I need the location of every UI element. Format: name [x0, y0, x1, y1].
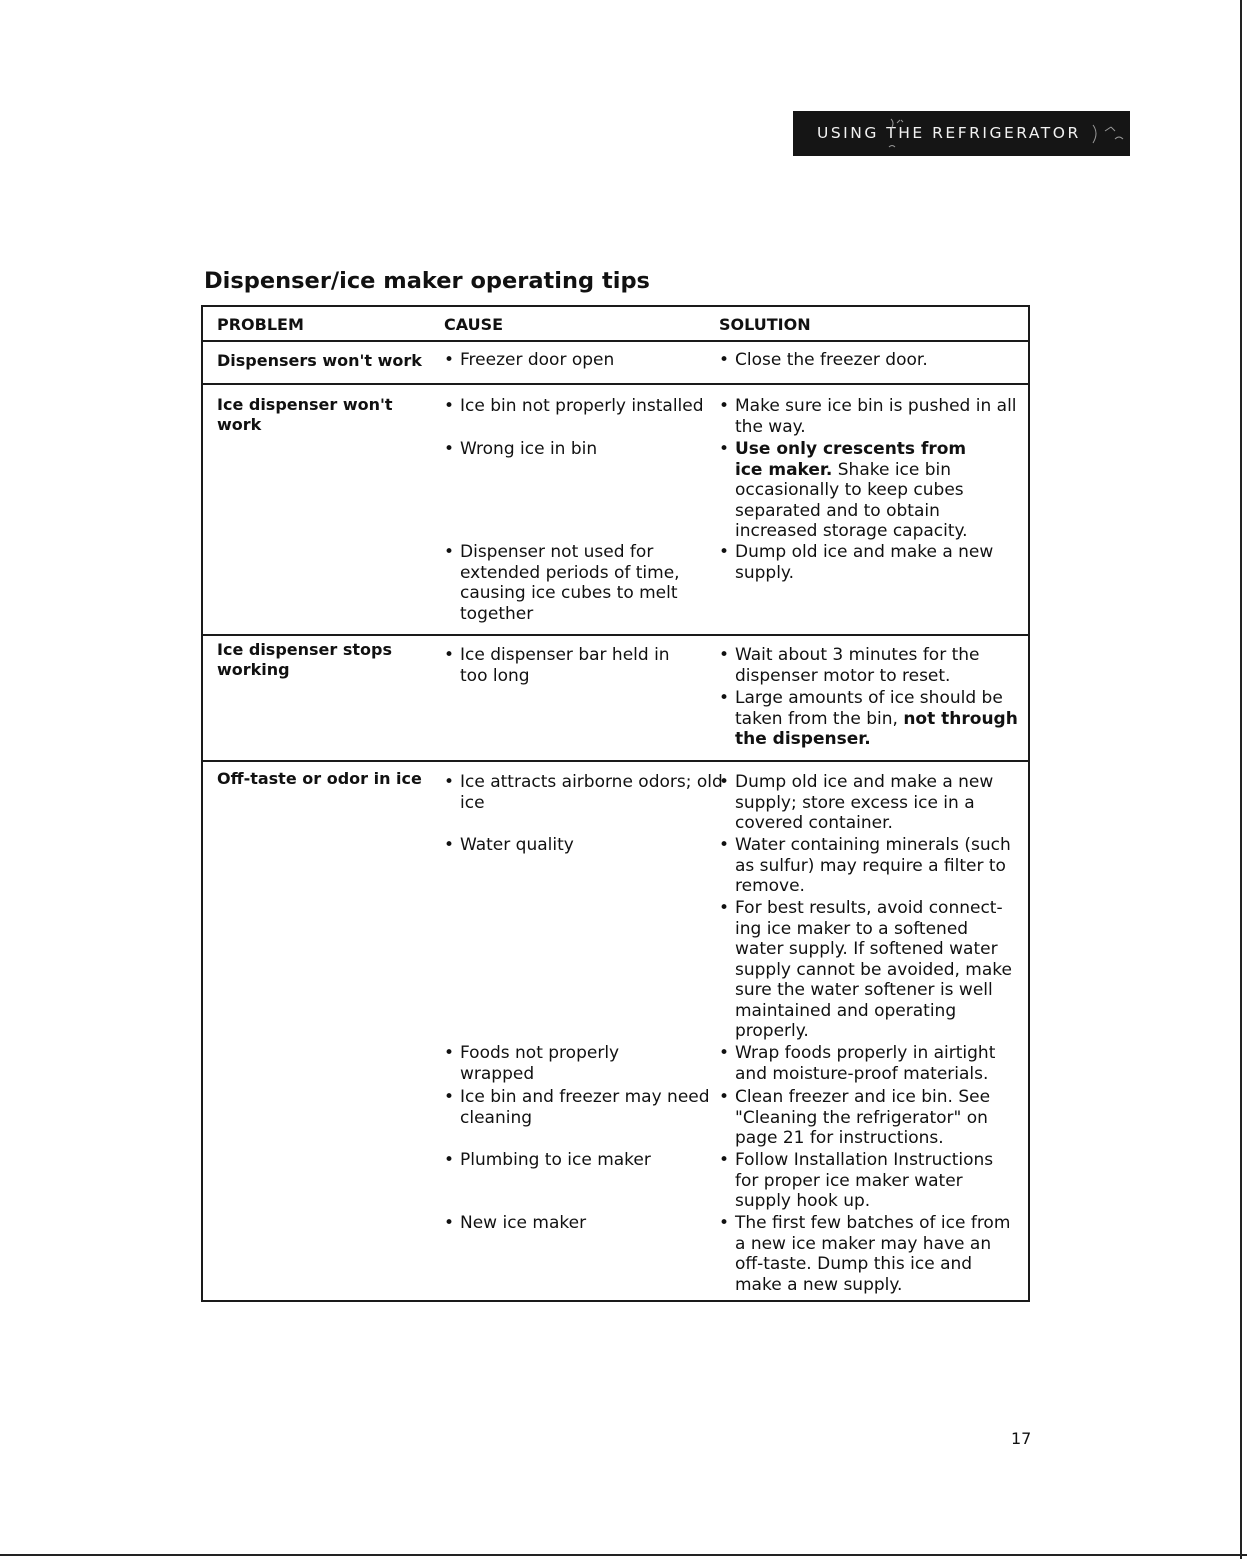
cause-item: • Foods not properly wrapped [444, 1043, 664, 1084]
solution-item: • For best results, avoid connect- ing ice maker to a softened water supply. If softened water supply cannot be avoided, make sure the water softener is well maintained and operating properly. [719, 898, 1019, 1042]
problem-cell: Ice dispenser won't work [217, 395, 393, 434]
column-header-problem: PROBLEM [217, 315, 304, 334]
cause-item: • Wrong ice in bin [444, 439, 724, 460]
solution-item: • Use only crescents from ice maker. Shake ice bin occasionally to keep cubes separated and to obtain increased storage capacity. [719, 439, 989, 542]
cause-item: • Dispenser not used for extended periods of time, causing ice cubes to melt together [444, 542, 694, 624]
solution-item: • Water containing minerals (such as sulfur) may require a filter to remove. [719, 835, 1019, 897]
cause-item: • Ice dispenser bar held in too long [444, 645, 699, 686]
row-divider [203, 634, 1028, 636]
row-divider [203, 340, 1028, 342]
column-header-solution: SOLUTION [719, 315, 811, 334]
cause-item: • Ice attracts airborne odors; old ice [444, 772, 724, 813]
solution-item: • Dump old ice and make a new supply; store excess ice in a covered container. [719, 772, 1019, 834]
page-edge-line [1240, 0, 1242, 1559]
cause-item: • Ice bin not properly installed [444, 396, 724, 417]
solution-item: • Wait about 3 minutes for the dispenser motor to reset. [719, 645, 1019, 686]
page-title: Dispenser/ice maker operating tips [204, 268, 650, 294]
page-number: 17 [1011, 1429, 1032, 1448]
cause-item: • Plumbing to ice maker [444, 1150, 724, 1171]
column-header-cause: CAUSE [444, 315, 504, 334]
solution-item: • Follow Installation Instructions for proper ice maker water supply hook up. [719, 1150, 1019, 1212]
solution-item: • Close the freezer door. [719, 350, 1019, 371]
solution-item: • Dump old ice and make a new supply. [719, 542, 1019, 583]
banner-label: USING THE REFRIGERATOR [817, 124, 1081, 142]
solution-item: • Clean freezer and ice bin. See "Cleaning the refrigerator" on page 21 for instructions. [719, 1087, 1019, 1149]
solution-item: • The first few batches of ice from a new ice maker may have an off-taste. Dump this ice and make a new supply. [719, 1213, 1019, 1295]
troubleshooting-table [201, 305, 1030, 1302]
problem-cell: Dispensers won't work [217, 351, 422, 370]
cause-item: • Ice bin and freezer may need cleaning [444, 1087, 724, 1128]
cause-item: • Freezer door open [444, 350, 724, 371]
problem-cell: Off-taste or odor in ice [217, 769, 422, 788]
section-banner [793, 111, 1130, 156]
row-divider [203, 760, 1028, 762]
solution-item: • Large amounts of ice should be taken from the bin, not through the dispenser. [719, 688, 1019, 750]
page-edge-line [0, 1554, 1247, 1556]
cause-item: • New ice maker [444, 1213, 724, 1234]
problem-cell: Ice dispenser stops working [217, 640, 392, 679]
solution-item: • Wrap foods properly in airtight and moisture-proof materials. [719, 1043, 1019, 1084]
cause-item: • Water quality [444, 835, 724, 856]
row-divider [203, 383, 1028, 385]
solution-item: • Make sure ice bin is pushed in all the way. [719, 396, 1019, 437]
